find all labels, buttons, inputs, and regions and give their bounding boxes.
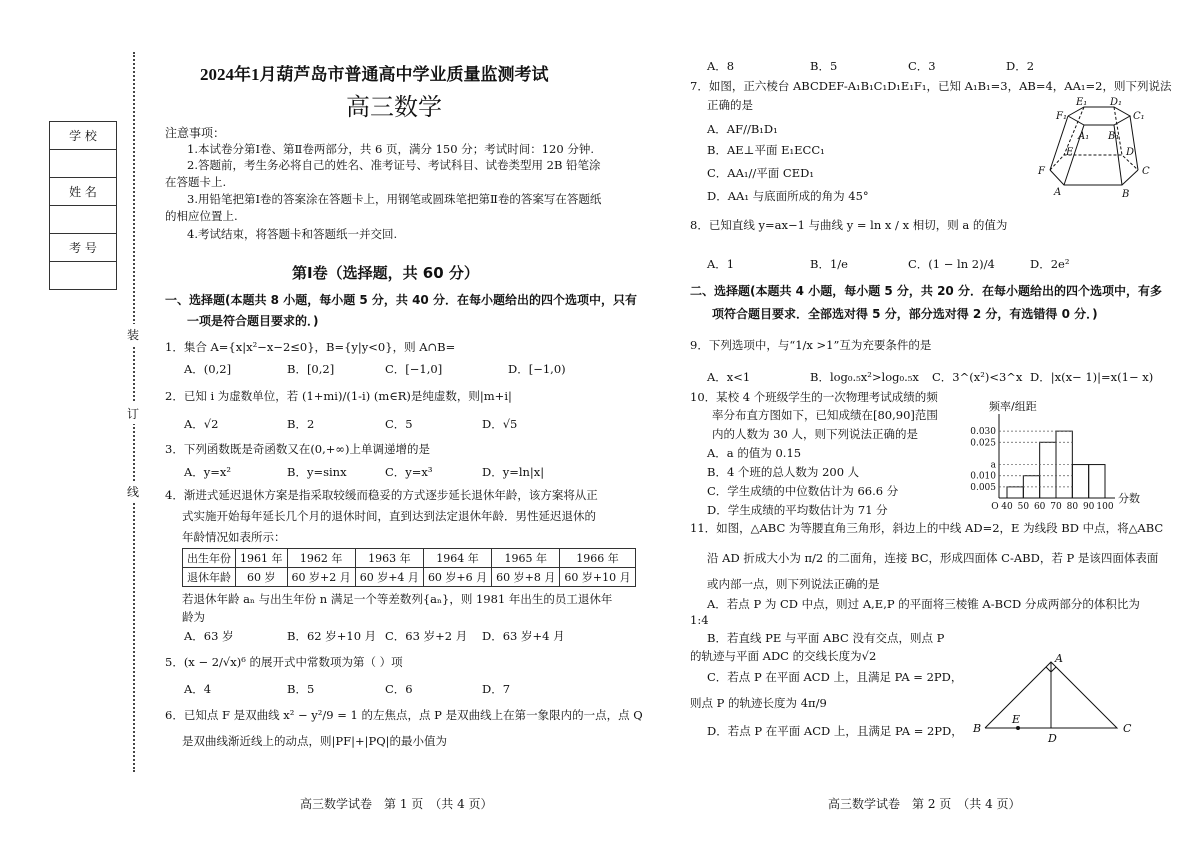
q11-line-3: 或内部一点，则下列说法正确的是 [707,577,880,591]
page1-footer: 高三数学试卷 第 1 页 （共 4 页） [300,797,493,811]
frustum-figure [1030,95,1160,205]
name-field[interactable] [50,206,117,234]
x-tick-label: 40 [1001,502,1013,512]
label-a: A [1054,187,1062,198]
q6-option-d[interactable]: D．2 [1006,59,1035,73]
table-cell: 60 岁+4 月 [355,568,423,587]
q10-option-b[interactable]: B．4 个班的总人数为 200 人 [707,465,860,479]
binding-char-ding: 订 [127,403,139,424]
q7-line-2: 正确的是 [707,98,753,112]
q8-stem: 8．已知直线 y=ax−1 与曲线 y = ln x / x 相切，则 a 的值为 [690,218,1008,232]
table-cell: 1961 年 [236,549,288,568]
label-b: B [973,722,982,735]
label-e: E [1012,713,1021,726]
table-cell: 出生年份 [183,549,236,568]
histogram-y-label: 频率/组距 [989,400,1037,413]
table-row [183,568,636,587]
q10-option-d[interactable]: D．学生成绩的平均数估计为 71 分 [707,503,888,517]
notice-2-cont: 在答题卡上. [165,175,227,189]
notice-heading: 注意事项： [165,126,226,140]
table-cell: 1962 年 [287,549,355,568]
label-c: C [1142,166,1150,177]
subject-title: 高三数学 [346,93,442,121]
q8-option-a[interactable]: A．1 [707,257,735,271]
label-d: D [1126,147,1135,158]
table-cell: 1964 年 [423,549,491,568]
y-tick-label: 0.010 [970,471,996,482]
x-tick-label: 70 [1050,502,1062,512]
q5-option-c[interactable]: C．6 [385,682,413,696]
part1-title: 第Ⅰ卷（选择题，共 60 分） [292,264,479,282]
y-tick-label: 0.025 [970,438,996,449]
y-tick-label: 0.030 [970,427,996,438]
notice-2: 2.答题前，考生务必将自己的姓名、准考证号、考试科目、试卷类型用 2B 铅笔涂 [187,158,601,172]
q7-line-1: 7．如图，正六棱台 ABCDEF-A₁B₁C₁D₁E₁F₁，已知 A₁B₁=3，AB=4，AA₁=2，则下列说法 [690,79,1172,93]
section1-heading: 一、选择题(本题共 8 小题，每小题 5 分，共 40 分．在每小题给出的四个选项中，只有 [165,293,637,307]
x-tick-label: 100 [1096,502,1114,512]
q4-option-b[interactable]: B．62 岁+10 月 [287,629,377,643]
retirement-table [182,548,636,587]
section2-heading-cont: 项符合题目要求．全部选对得 5 分，部分选对得 2 分，有选错得 0 分．) [712,307,1098,321]
q11-option-c-cont: 则点 P 的轨迹长度为 4π/9 [690,696,827,710]
exam-number-label: 考 号 [50,234,117,262]
q11-line-1: 11．如图，△ABC 为等腰直角三角形，斜边上的中线 AD=2，E 为线段 BD 中点，将△ABC [690,521,1164,535]
histogram-bar [1089,465,1105,498]
histogram-bar [1072,465,1088,498]
q9-stem: 9．下列选项中，与“1/x >1”互为充要条件的是 [690,338,932,352]
label-d1: D₁ [1110,97,1123,108]
x-tick-label: 60 [1033,502,1046,512]
binding-char-xian: 线 [127,481,139,502]
q11-option-d[interactable]: D．若点 P 在平面 ACD 上，且满足 PA = 2PD， [707,724,963,738]
q11-option-a-cont: 1:4 [690,613,709,627]
q5-option-d[interactable]: D．7 [482,682,511,696]
q4-line-3: 年龄情况如表所示： [182,530,286,544]
q11-option-a[interactable]: A．若点 P 为 CD 中点，则过 A,E,P 的平面将三棱锥 A-BCD 分成两部分的体积比为 [707,597,1140,611]
section2-heading: 二、选择题(本题共 4 小题，每小题 5 分，共 20 分．在每小题给出的四个选项中，有多 [690,284,1162,298]
q6-option-c[interactable]: C．3 [908,59,936,73]
table-cell: 60 岁+8 月 [492,568,560,587]
student-info-table [49,121,117,290]
exam-number-field[interactable] [50,262,117,290]
y-tick-label: 0.005 [970,482,996,493]
q7-option-c[interactable]: C．AA₁//平面 CED₁ [707,166,814,180]
table-cell: 60 岁+6 月 [423,568,491,587]
table-cell: 60 岁 [236,568,288,587]
q6-option-b[interactable]: B．5 [810,59,838,73]
label-b: B [1122,189,1130,200]
table-cell: 60 岁+10 月 [560,568,635,587]
q4-option-a[interactable]: A．63 岁 [184,629,234,643]
q9-option-a[interactable]: A．x<1 [707,370,751,384]
q4-after-1: 若退休年龄 aₙ 与出生年份 n 满足一个等差数列{aₙ}，则 1981 年出生的员工退休年 [182,592,613,606]
q5-stem: 5．(x − 2/√x)⁶ 的展开式中常数项为第（ ）项 [165,655,403,669]
q7-option-a[interactable]: A．AF//B₁D₁ [707,122,778,136]
notice-1: 1.本试卷分第Ⅰ卷、第Ⅱ卷两部分，共 6 页，满分 150 分；考试时间：120 分钟. [187,142,594,156]
q11-option-b[interactable]: B．若直线 PE 与平面 ABC 没有交点，则点 P [707,631,945,645]
frustum-bottom-front [1050,170,1138,185]
point-e [1016,726,1020,730]
table-cell: 1965 年 [492,549,560,568]
q9-option-b[interactable]: B．log₀.₅x²>log₀.₅x [810,370,919,384]
histogram-x-label: 分数 [1118,492,1140,505]
q1-option-d[interactable]: D．[−1,0) [508,362,566,376]
q4-option-c[interactable]: C．63 岁+2 月 [385,629,468,643]
q10-option-a[interactable]: A．a 的值为 0.15 [707,446,802,460]
q2-option-d[interactable]: D．√5 [482,417,518,431]
binding-char-zhuang: 装 [127,324,139,345]
q9-option-d[interactable]: D．|x(x− 1)|=x(1− x) [1030,370,1154,384]
x-tick-label: 80 [1066,502,1079,512]
q8-option-b[interactable]: B．1/e [810,257,848,271]
q1-option-c[interactable]: C．[−1,0] [385,362,443,376]
notice-4: 4.考试结束，将答题卡和答题纸一并交回. [187,227,398,241]
table-cell: 1963 年 [355,549,423,568]
q10-line-3: 内的人数为 30 人，则下列说法正确的是 [712,427,918,441]
section1-heading-cont: 一项是符合题目要求的．) [187,314,319,328]
table-cell: 1966 年 [560,549,635,568]
q11-line-2: 沿 AD 折成大小为 π/2 的二面角，连接 BC，形成四面体 C-ABD，若 P 是该四面体表面 [707,551,1159,565]
label-e: E [1066,147,1074,158]
table-row [183,549,636,568]
q3-option-a[interactable]: A．y=x² [184,465,232,479]
q1-option-b[interactable]: B．[0,2] [287,362,335,376]
q4-line-1: 4．渐进式延迟退休方案是指采取较缓而稳妥的方式逐步延长退休年龄，该方案将从正 [165,488,598,502]
q7-option-b[interactable]: B．AE⊥平面 E₁ECC₁ [707,143,825,157]
school-label: 学 校 [50,122,117,150]
label-f: F [1038,166,1045,177]
edge-cc1 [1130,116,1138,170]
page2-footer: 高三数学试卷 第 2 页 （共 4 页） [828,797,1021,811]
q4-after-2: 龄为 [182,610,205,624]
table-cell: 60 岁+2 月 [287,568,355,587]
frustum-bottom-back [1050,155,1138,170]
name-label: 姓 名 [50,178,117,206]
q2-option-c[interactable]: C．5 [385,417,413,431]
notice-3-cont: 的相应位置上. [165,209,238,223]
label-c: C [1123,722,1132,735]
q3-option-d[interactable]: D．y=ln|x| [482,465,545,479]
q1-stem: 1．集合 A={x|x²−x−2≤0}，B={y|y<0}，则 A∩B= [165,340,456,354]
q7-option-d[interactable]: D．AA₁ 与底面所成的角为 45° [707,189,869,203]
label-a: A [1055,652,1063,665]
q2-option-b[interactable]: B．2 [287,417,315,431]
frequency-histogram [955,398,1145,516]
q2-stem: 2．已知 i 为虚数单位，若 (1+mi)/(1-i) (m∈R)是纯虚数，则|m+i| [165,389,512,403]
school-field[interactable] [50,150,117,178]
x-tick-label: O [991,502,999,512]
notice-3: 3.用铅笔把第Ⅰ卷的答案涂在答题卡上，用钢笔或圆珠笔把第Ⅱ卷的答案写在答题纸 [187,192,602,206]
q6-line-2: 是双曲线渐近线上的动点，则|PF|+|PQ|的最小值为 [182,734,448,748]
exam-title: 2024年1月葫芦岛市普通高中学业质量监测考试 [200,65,549,84]
q3-option-b[interactable]: B．y=sinx [287,465,347,479]
label-a1: A₁ [1078,131,1090,142]
q10-line-2: 率分布直方图如下，已知成绩在[80,90]范围 [712,408,938,422]
q11-option-c[interactable]: C．若点 P 在平面 ACD 上，且满足 PA = 2PD， [707,670,963,684]
label-e1: E₁ [1076,97,1088,108]
q8-option-d[interactable]: D．2e² [1030,257,1070,271]
q10-line-1: 10．某校 4 个班级学生的一次物理考试成绩的频 [690,390,938,404]
label-d: D [1048,732,1057,745]
q5-option-a[interactable]: A．4 [184,682,212,696]
q4-line-2: 式实施开始每年延长几个月的退休时间，直到达到法定退休年龄．男性延迟退休的 [182,509,596,523]
q5-option-b[interactable]: B．5 [287,682,315,696]
q3-option-c[interactable]: C．y=x³ [385,465,433,479]
q10-option-c[interactable]: C．学生成绩的中位数估计为 66.6 分 [707,484,899,498]
q9-option-c[interactable]: C．3^(x²)<3^x [932,370,1023,384]
q11-option-b-cont: 的轨迹与平面 ADC 的交线长度为√2 [690,649,877,663]
edge-ff1 [1050,116,1068,170]
q4-option-d[interactable]: D．63 岁+4 月 [482,629,565,643]
q1-option-a[interactable]: A．(0,2] [184,362,232,376]
histogram-bar [1040,442,1056,498]
q8-option-c[interactable]: C．(1 − ln 2)/4 [908,257,995,271]
x-tick-label: 50 [1017,502,1030,512]
triangle-figure [965,650,1145,745]
label-c1: C₁ [1133,111,1145,122]
table-cell: 退休年龄 [183,568,236,587]
histogram-bar [1007,487,1023,498]
q6-line-1: 6．已知点 F 是双曲线 x² − y²/9 = 1 的左焦点，点 P 是双曲线上在第一象限内的一点，点 Q [165,708,643,722]
y-tick-label: a [990,460,996,471]
q2-option-a[interactable]: A．√2 [184,417,219,431]
label-f1: F₁ [1056,111,1067,122]
q3-stem: 3．下列函数既是奇函数又在(0,+∞)上单调递增的是 [165,442,430,456]
x-tick-label: 90 [1082,502,1095,512]
label-b1: B₁ [1108,131,1120,142]
q6-option-a[interactable]: A．8 [707,59,735,73]
